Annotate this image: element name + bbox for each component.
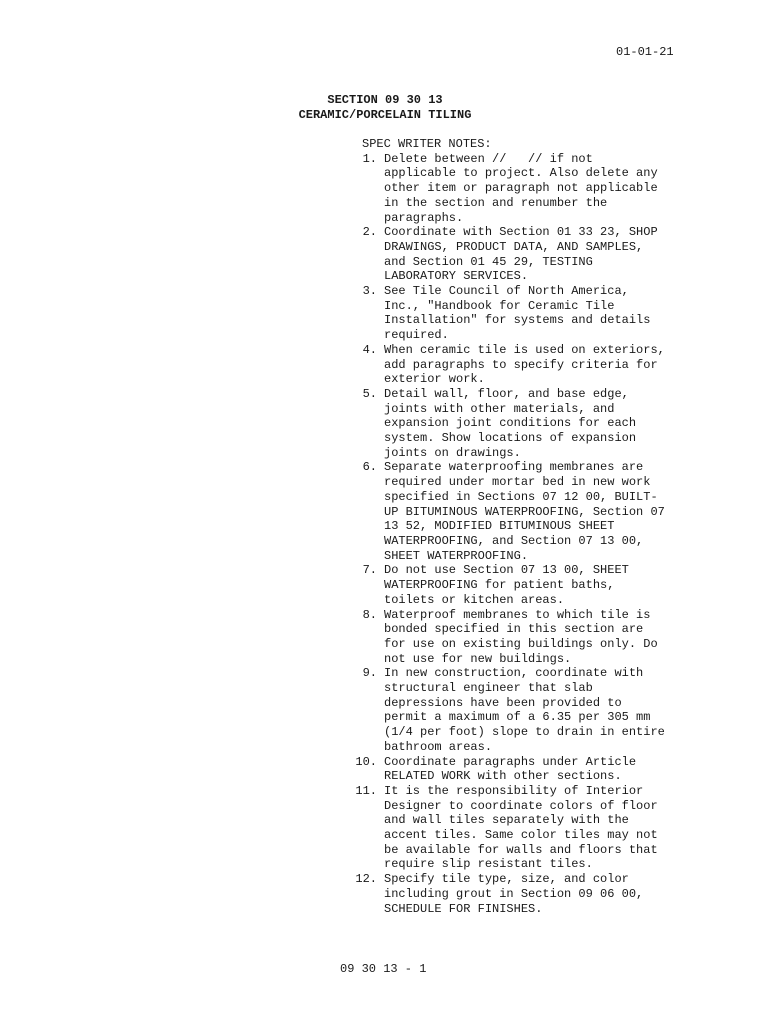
note-item <box>362 343 692 387</box>
note-text-line: Specify tile type, size, and color <box>384 872 629 887</box>
note-item <box>355 872 692 916</box>
document-date: 01-01-21 <box>616 45 674 59</box>
note-item <box>362 225 692 284</box>
note-text-line: depressions have been provided to <box>384 695 622 710</box>
note-text-line: other item or paragraph not applicable <box>384 181 658 196</box>
note-text-line: Waterproof membranes to which tile is <box>384 607 651 622</box>
note-text-line: required under mortar bed in new work <box>384 475 651 490</box>
note-text-line: SCHEDULE FOR FINISHES. <box>384 901 543 916</box>
note-text-line: specified in Sections 07 12 00, BUILT- <box>384 489 658 504</box>
notes-title: SPEC WRITER NOTES: <box>362 137 492 151</box>
section-heading <box>294 93 476 122</box>
note-text-line: exterior work. <box>384 372 485 387</box>
note-text-line: joints on drawings. <box>384 445 521 460</box>
note-number: 4. <box>362 342 377 357</box>
section-number: SECTION 09 30 13 <box>327 93 443 107</box>
note-item <box>362 152 692 226</box>
note-item <box>362 460 692 563</box>
note-text-line: structural engineer that slab <box>384 681 593 696</box>
note-text-line: toilets or kitchen areas. <box>384 592 565 607</box>
note-text-line: including grout in Section 09 06 00, <box>384 886 644 901</box>
note-text-line: RELATED WORK with other sections. <box>384 769 622 784</box>
note-text-line: It is the responsibility of Interior <box>384 783 644 798</box>
note-text-line: expansion joint conditions for each <box>384 416 637 431</box>
note-text-line: applicable to project. Also delete any <box>384 166 658 181</box>
note-text-line: When ceramic tile is used on exteriors, <box>384 342 665 357</box>
note-text-line: UP BITUMINOUS WATERPROOFING, Section 07 <box>384 504 665 519</box>
note-text-line: add paragraphs to specify criteria for <box>384 357 658 372</box>
note-item <box>355 754 692 784</box>
note-text-line: and wall tiles separately with the <box>384 813 629 828</box>
note-text-line: In new construction, coordinate with <box>384 666 644 681</box>
note-text-line: Detail wall, floor, and base edge, <box>384 386 629 401</box>
note-text-line: system. Show locations of expansion <box>384 431 637 446</box>
note-text-line: accent tiles. Same color tiles may not <box>384 828 658 843</box>
note-text-line: required. <box>384 328 449 343</box>
note-number: 7. <box>362 563 377 578</box>
note-text-line: for use on existing buildings only. Do <box>384 636 658 651</box>
note-item <box>362 608 692 667</box>
section-title: CERAMIC/PORCELAIN TILING <box>298 107 472 122</box>
note-text-line: Designer to coordinate colors of floor <box>384 798 658 813</box>
note-number: 5. <box>362 386 377 401</box>
note-text-line: WATERPROOFING for patient baths, <box>384 578 615 593</box>
note-text-line: Separate waterproofing membranes are <box>384 460 644 475</box>
page-footer: 09 30 13 - 1 <box>340 962 427 976</box>
note-text-line: Coordinate paragraphs under Article <box>384 754 637 769</box>
note-text-line: SHEET WATERPROOFING. <box>384 548 529 563</box>
note-number: 1. <box>362 151 377 166</box>
note-item <box>362 563 692 607</box>
note-number: 10. <box>355 754 377 769</box>
note-number: 9. <box>362 666 377 681</box>
note-item <box>362 666 692 754</box>
note-number: 3. <box>362 284 377 299</box>
note-item <box>355 783 692 872</box>
note-number: 8. <box>362 607 377 622</box>
note-text-line: (1/4 per foot) slope to drain in entire <box>384 725 665 740</box>
note-text-line: DRAWINGS, PRODUCT DATA, AND SAMPLES, <box>384 239 644 254</box>
note-text-line: be available for walls and floors that <box>384 842 658 857</box>
note-text-line: paragraphs. <box>384 210 464 225</box>
note-item <box>362 387 692 461</box>
spec-writer-notes <box>355 137 692 916</box>
note-text-line: in the section and renumber the <box>384 195 608 210</box>
note-text-line: bonded specified in this section are <box>384 622 644 637</box>
note-text-line: Do not use Section 07 13 00, SHEET <box>384 563 629 578</box>
note-text-line: bathroom areas. <box>384 739 493 754</box>
note-number: 6. <box>362 460 377 475</box>
note-text-line: Delete between // // if not <box>384 151 593 166</box>
notes-list <box>355 151 692 917</box>
note-item <box>362 284 692 343</box>
note-text-line: 13 52, MODIFIED BITUMINOUS SHEET <box>384 519 615 534</box>
note-text-line: Coordinate with Section 01 33 23, SHOP <box>384 225 658 240</box>
note-text-line: Installation" for systems and details <box>384 313 651 328</box>
note-text-line: permit a maximum of a 6.35 per 305 mm <box>384 710 651 725</box>
note-text-line: WATERPROOFING, and Section 07 13 00, <box>384 533 644 548</box>
note-number: 11. <box>355 783 377 798</box>
note-text-line: require slip resistant tiles. <box>384 857 593 872</box>
note-text-line: Inc., "Handbook for Ceramic Tile <box>384 298 615 313</box>
note-text-line: and Section 01 45 29, TESTING <box>384 254 593 269</box>
note-text-line: joints with other materials, and <box>384 401 615 416</box>
note-text-line: LABORATORY SERVICES. <box>384 269 529 284</box>
note-number: 2. <box>362 225 377 240</box>
note-number: 12. <box>355 872 377 887</box>
note-text-line: not use for new buildings. <box>384 651 572 666</box>
note-text-line: See Tile Council of North America, <box>384 284 629 299</box>
